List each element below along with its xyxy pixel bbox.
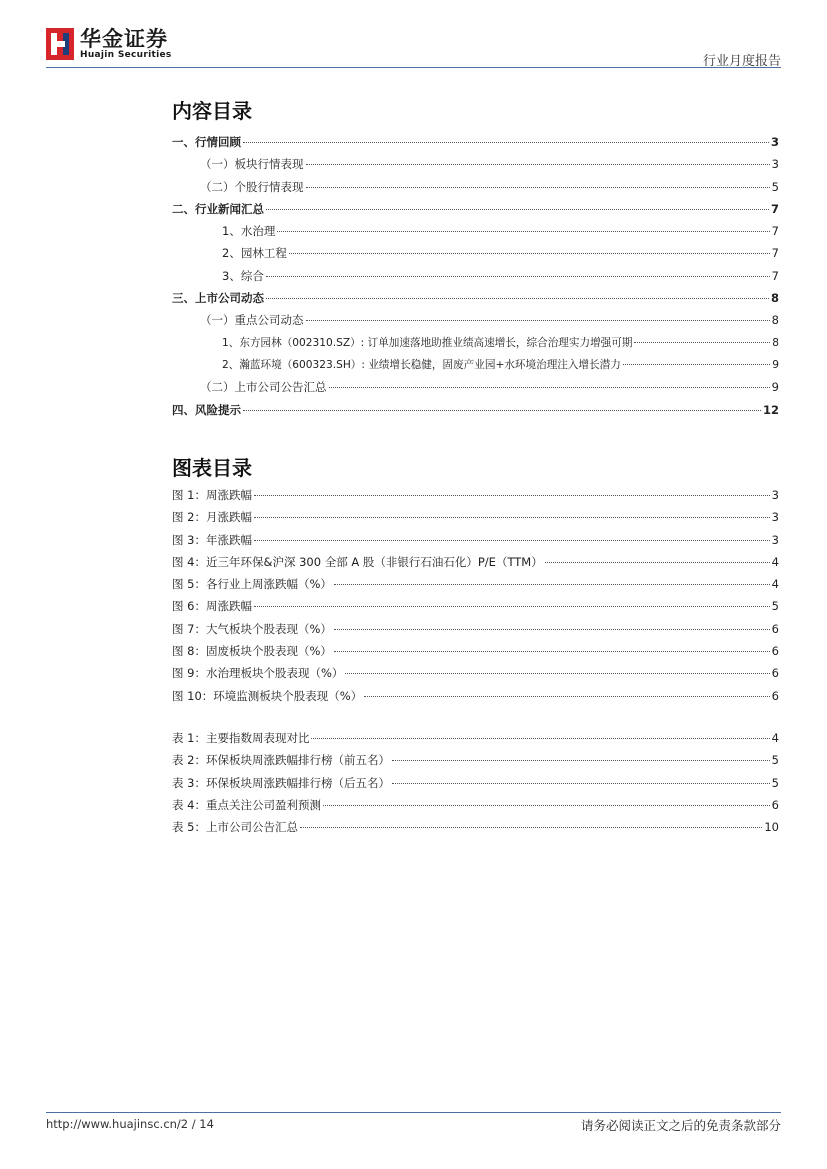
footer-disclaimer: 请务必阅读正文之后的免责条款部分 bbox=[580, 1118, 781, 1133]
figures-title: 图表目录 bbox=[172, 456, 252, 480]
footer-url-page[interactable]: http://www.huajinsc.cn/2 / 14 bbox=[46, 1117, 214, 1131]
toc-entry[interactable]: 1、水治理 7 bbox=[222, 224, 779, 239]
figure-entry[interactable]: 图 9：水治理板块个股表现（%） 6 bbox=[172, 666, 779, 681]
toc-entry[interactable]: （一）重点公司动态 8 bbox=[200, 313, 779, 328]
report-type: 行业月度报告 bbox=[702, 54, 781, 69]
toc-entry[interactable]: 1、东方园林（002310.SZ）: 订单加速落地助推业绩高速增长，综合治理实力增强可期 8 bbox=[222, 336, 779, 349]
huajin-logo-icon bbox=[46, 28, 74, 60]
brand-name-en: Huajin Securities bbox=[80, 50, 172, 60]
contents-list bbox=[172, 134, 779, 424]
toc-entry[interactable]: 四、风险提示 12 bbox=[172, 402, 779, 417]
figure-entry[interactable]: 图 2：月涨跌幅 3 bbox=[172, 510, 779, 525]
table-entry[interactable]: 表 4：重点关注公司盈利预测 6 bbox=[172, 797, 779, 812]
table-entry[interactable]: 表 3：环保板块周涨跌幅排行榜（后五名） 5 bbox=[172, 775, 779, 790]
figures-list bbox=[172, 487, 779, 710]
figure-entry[interactable]: 图 3：年涨跌幅 3 bbox=[172, 532, 779, 547]
figure-entry[interactable]: 图 5：各行业上周涨跌幅（%） 4 bbox=[172, 577, 779, 592]
toc-entry[interactable]: 一、行情回顾 3 bbox=[172, 135, 779, 149]
table-entry[interactable]: 表 1：主要指数周表现对比 4 bbox=[172, 731, 779, 745]
figure-entry[interactable]: 图 8：固废板块个股表现（%） 6 bbox=[172, 644, 779, 659]
toc-entry[interactable]: （二）上市公司公告汇总 9 bbox=[200, 380, 779, 395]
tables-list bbox=[172, 730, 779, 841]
toc-entry[interactable]: （一）板块行情表现 3 bbox=[200, 157, 779, 172]
toc-entry[interactable]: 3、综合 7 bbox=[222, 268, 779, 283]
toc-entry[interactable]: 三、上市公司动态 8 bbox=[172, 291, 779, 306]
figure-entry[interactable]: 图 4：近三年环保&沪深 300 全部 A 股（非银行石油石化）P/E（TTM） 4 bbox=[172, 554, 779, 569]
figure-entry[interactable]: 图 7：大气板块个股表现（%） 6 bbox=[172, 621, 779, 636]
footer-divider bbox=[46, 1112, 781, 1113]
brand-logo bbox=[46, 28, 172, 60]
table-entry[interactable]: 表 2：环保板块周涨跌幅排行榜（前五名） 5 bbox=[172, 753, 779, 768]
contents-title: 内容目录 bbox=[172, 99, 252, 123]
toc-entry[interactable]: 2、瀚蓝环境（600323.SH）: 业绩增长稳健，固废产业园+水环境治理注入增长潜力 9 bbox=[222, 358, 779, 371]
page-header bbox=[0, 0, 827, 70]
toc-entry[interactable]: 2、园林工程 7 bbox=[222, 246, 779, 261]
figure-entry[interactable]: 图 1：周涨跌幅 3 bbox=[172, 488, 779, 502]
toc-entry[interactable]: （二）个股行情表现 5 bbox=[200, 179, 779, 194]
toc-entry[interactable]: 二、行业新闻汇总 7 bbox=[172, 201, 779, 216]
figure-entry[interactable]: 图 10：环境监测板块个股表现（%） 6 bbox=[172, 688, 779, 703]
header-divider bbox=[46, 67, 781, 68]
table-entry[interactable]: 表 5：上市公司公告汇总 10 bbox=[172, 820, 779, 835]
brand-name-cn: 华金证券 bbox=[80, 27, 168, 51]
figure-entry[interactable]: 图 6：周涨跌幅 5 bbox=[172, 599, 779, 614]
